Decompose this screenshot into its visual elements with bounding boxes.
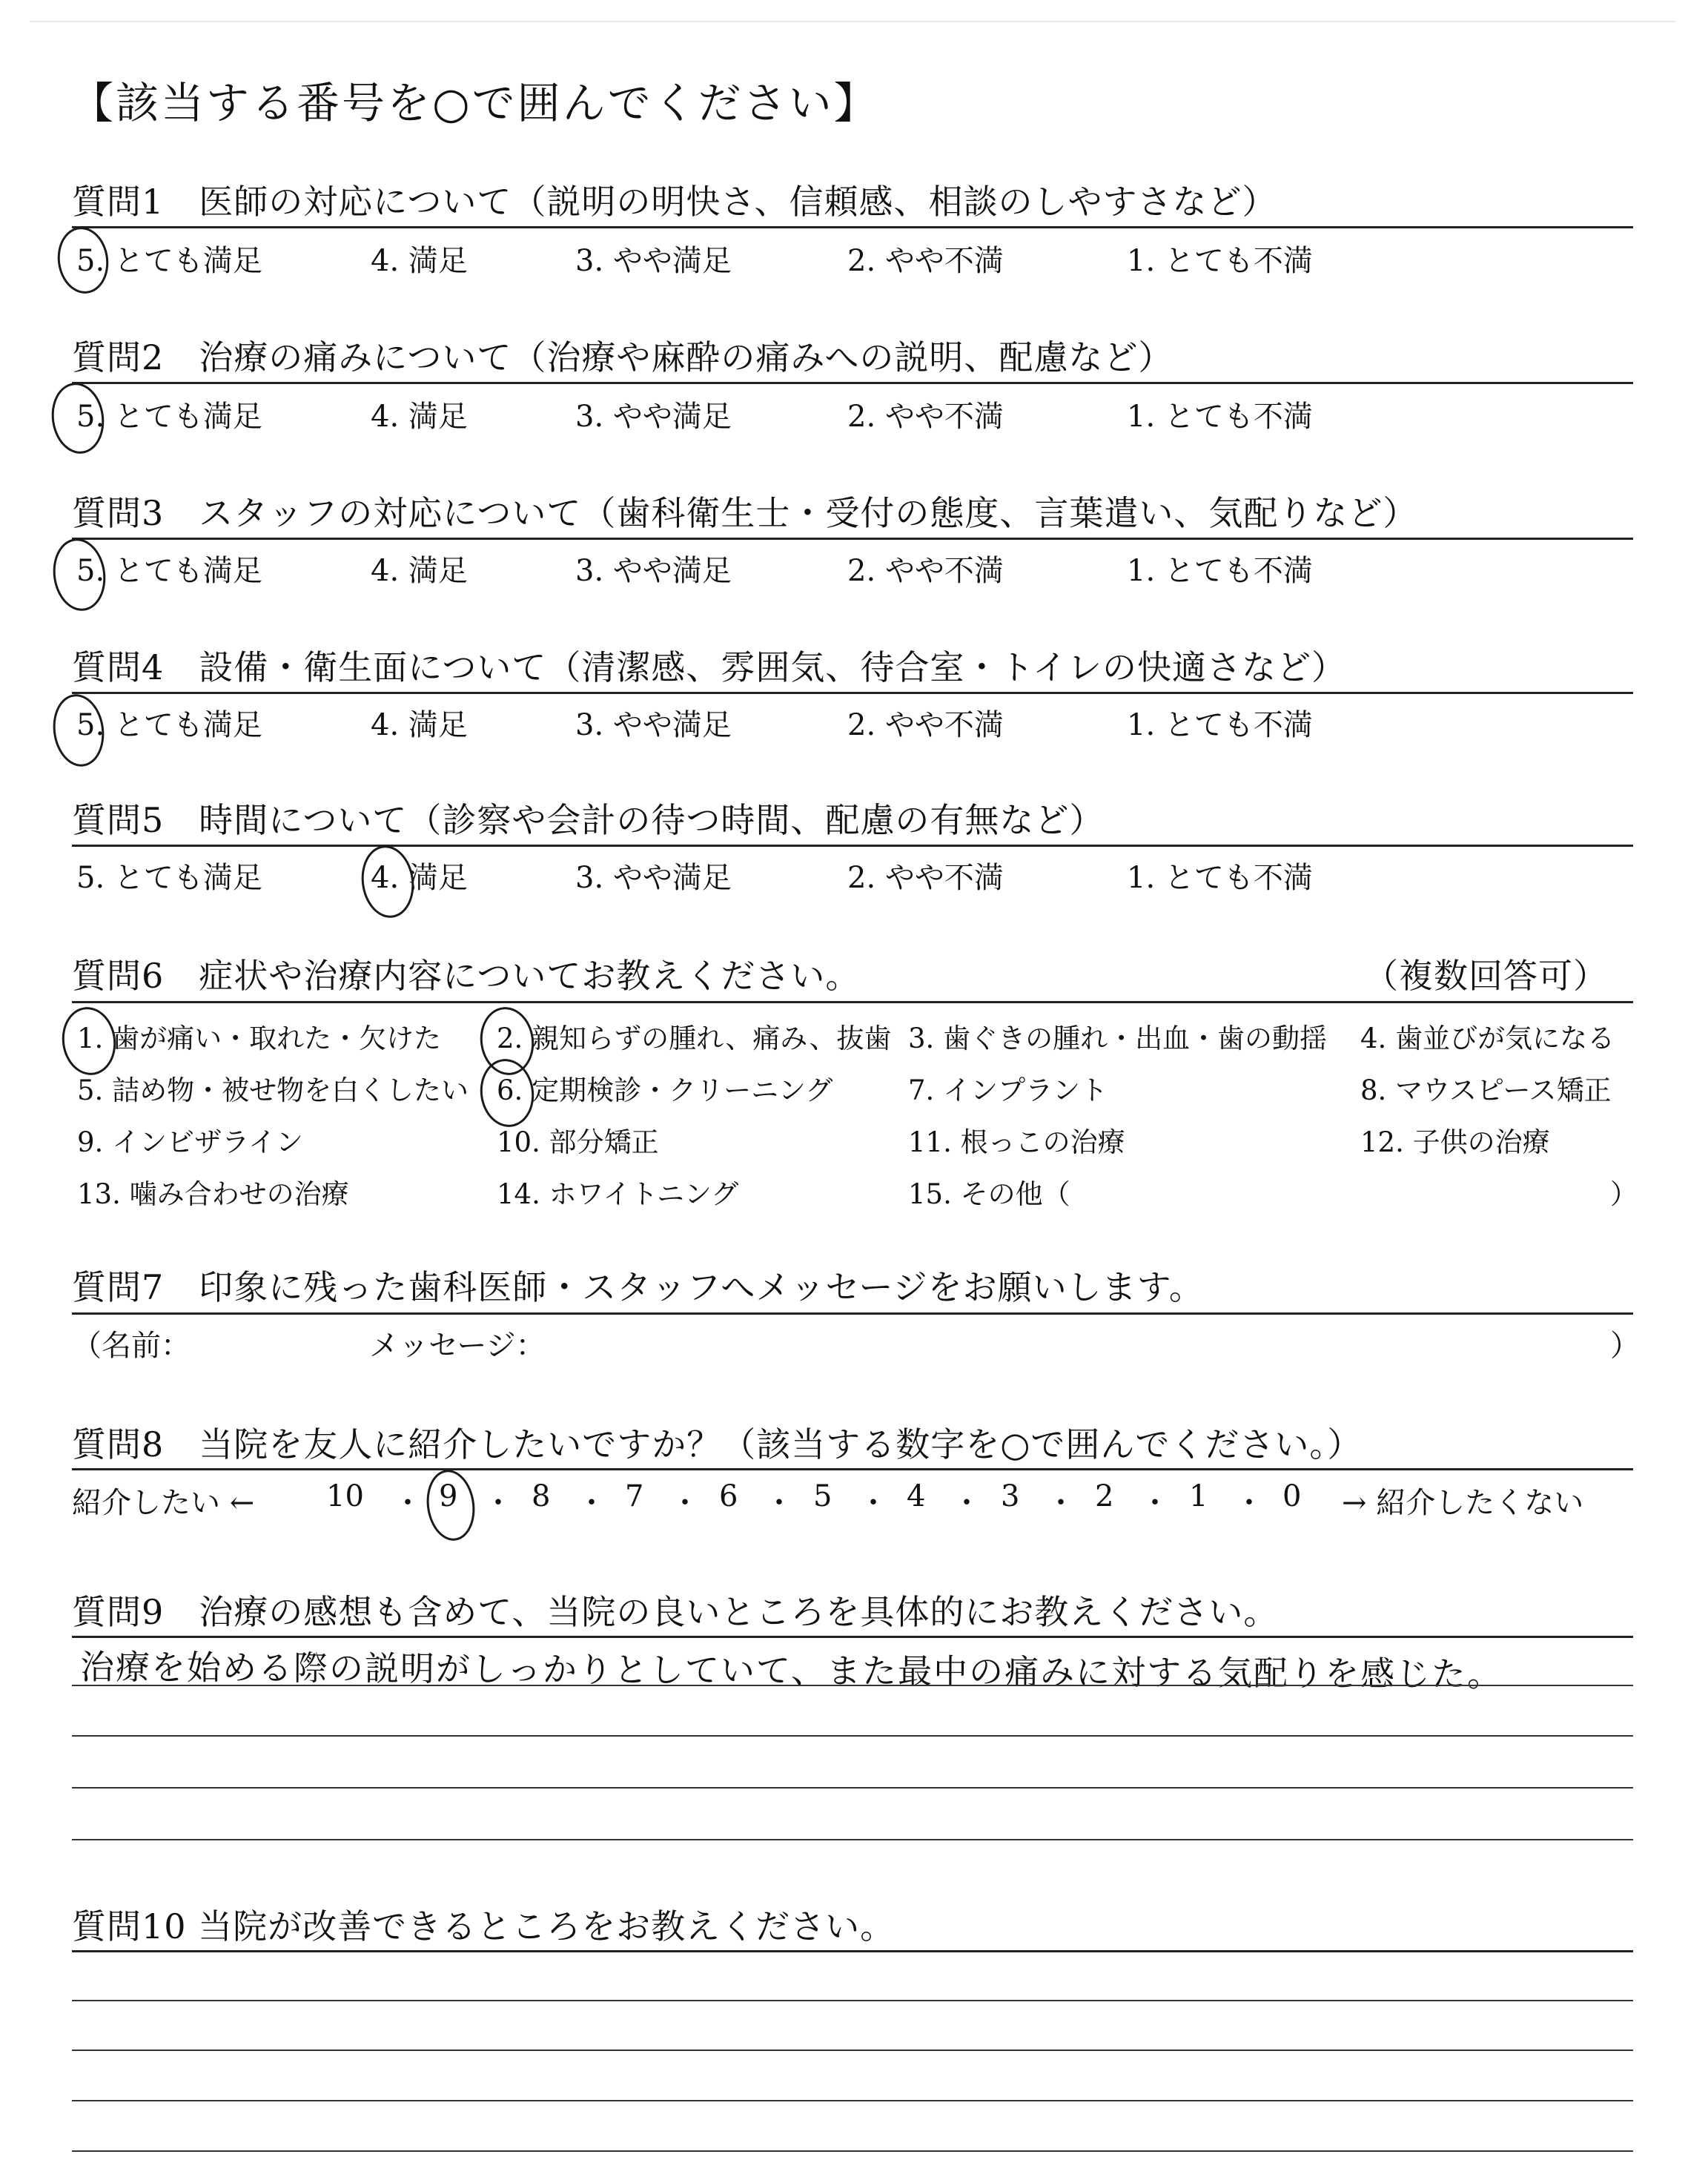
q9-answer-line-2	[72, 1735, 1633, 1737]
q8-separator: ・	[858, 1486, 888, 1520]
q5-option-1[interactable]: 1. とても不満	[1127, 861, 1313, 895]
question-4-rule	[72, 692, 1633, 694]
question-8-rule	[72, 1468, 1633, 1470]
q7-close-paren: ）	[1610, 1329, 1640, 1363]
q8-score-10[interactable]: 10	[326, 1479, 364, 1513]
q6-option-1[interactable]: 1. 歯が痛い・取れた・欠けた	[77, 1023, 442, 1054]
q4-option-1[interactable]: 1. とても不満	[1127, 708, 1313, 742]
q6-option-5[interactable]: 5. 詰め物・被せ物を白くしたい	[77, 1074, 469, 1106]
q4-option-3[interactable]: 3. やや満足	[575, 708, 732, 742]
q5-option-5[interactable]: 5. とても満足	[76, 861, 262, 895]
question-10-rule	[72, 1950, 1633, 1952]
question-1-rule	[72, 226, 1633, 228]
q7-message-label: メッセージ：	[369, 1329, 546, 1363]
q6-option-15-close: ）	[1610, 1178, 1638, 1210]
q8-right-label: → 紹介したくない	[1342, 1486, 1584, 1520]
question-9-rule	[72, 1636, 1633, 1638]
question-7-title: 質問7 印象に残った歯科医師・スタッフへメッセージをお願いします。	[72, 1267, 1204, 1307]
question-5-title: 質問5 時間について（診察や会計の待つ時間、配慮の有無など）	[72, 800, 1105, 840]
q8-score-0[interactable]: 0	[1282, 1479, 1302, 1513]
q8-separator: ・	[670, 1486, 700, 1520]
q8-score-9[interactable]: 9	[439, 1479, 458, 1513]
question-3-rule	[72, 538, 1633, 540]
q8-separator: ・	[764, 1486, 794, 1520]
q8-separator: ・	[577, 1486, 606, 1520]
q8-selection-circle	[423, 1467, 480, 1544]
q8-score-4[interactable]: 4	[907, 1479, 926, 1513]
q5-option-3[interactable]: 3. やや満足	[575, 861, 732, 895]
q2-option-4[interactable]: 4. 満足	[371, 400, 468, 434]
question-3-title: 質問3 スタッフの対応について（歯科衛生士・受付の態度、言葉遣い、気配りなど）	[72, 493, 1418, 533]
q6-option-15[interactable]: 15. その他（	[908, 1178, 1070, 1210]
q6-option-9[interactable]: 9. インビザライン	[77, 1126, 303, 1158]
q4-option-5[interactable]: 5. とても満足	[76, 708, 262, 742]
q2-option-2[interactable]: 2. やや不満	[847, 400, 1004, 434]
question-2-title: 質問2 治療の痛みについて（治療や麻酔の痛みへの説明、配慮など）	[72, 337, 1174, 377]
q4-option-4[interactable]: 4. 満足	[371, 708, 468, 742]
q3-option-4[interactable]: 4. 満足	[371, 554, 468, 588]
q4-option-2[interactable]: 2. やや不満	[847, 708, 1004, 742]
q10-answer-line-2	[72, 2050, 1633, 2051]
question-6-rule	[72, 1001, 1633, 1003]
page-title: 【該当する番号を○で囲んでください】	[70, 78, 879, 128]
q5-option-2[interactable]: 2. やや不満	[847, 861, 1004, 895]
q1-option-3[interactable]: 3. やや満足	[575, 244, 732, 278]
q6-option-7[interactable]: 7. インプラント	[908, 1074, 1108, 1106]
q9-answer-line-4	[72, 1839, 1633, 1840]
q6-option-13[interactable]: 13. 噛み合わせの治療	[77, 1178, 349, 1210]
q8-score-5[interactable]: 5	[813, 1479, 833, 1513]
question-6-note: （複数回答可）	[1364, 956, 1608, 996]
q8-score-2[interactable]: 2	[1095, 1479, 1114, 1513]
question-4-title: 質問4 設備・衛生面について（清潔感、雰囲気、待合室・トイレの快適さなど）	[72, 647, 1347, 687]
q8-separator: ・	[483, 1486, 513, 1520]
q2-option-1[interactable]: 1. とても不満	[1127, 400, 1313, 434]
q1-option-2[interactable]: 2. やや不満	[847, 244, 1004, 278]
q8-separator: ・	[1046, 1486, 1076, 1520]
q8-score-6[interactable]: 6	[719, 1479, 738, 1513]
q10-answer-line-1	[72, 2000, 1633, 2001]
question-9-title: 質問9 治療の感想も含めて、当院の良いところを具体的にお教えください。	[72, 1592, 1279, 1632]
q10-answer-line-3	[72, 2100, 1633, 2101]
q8-score-8[interactable]: 8	[532, 1479, 551, 1513]
page-top-edge	[30, 21, 1675, 22]
q6-option-8[interactable]: 8. マウスピース矯正	[1360, 1074, 1612, 1106]
q6-option-3[interactable]: 3. 歯ぐきの腫れ・出血・歯の動揺	[908, 1023, 1328, 1054]
q1-option-5[interactable]: 5. とても満足	[76, 244, 262, 278]
question-8-title: 質問8 当院を友人に紹介したいですか？（該当する数字を○で囲んでください。）	[72, 1424, 1363, 1464]
q7-name-label: （名前：	[72, 1329, 191, 1363]
q8-separator: ・	[393, 1486, 423, 1520]
q6-option-6[interactable]: 6. 定期検診・クリーニング	[497, 1074, 833, 1106]
q8-score-7[interactable]: 7	[625, 1479, 644, 1513]
q9-answer-line-1	[72, 1685, 1633, 1686]
q5-option-4[interactable]: 4. 満足	[371, 861, 468, 895]
question-10-title: 質問10 当院が改善できるところをお教えください。	[72, 1906, 896, 1946]
q2-option-3[interactable]: 3. やや満足	[575, 400, 732, 434]
q6-option-12[interactable]: 12. 子供の治療	[1360, 1126, 1550, 1158]
q2-option-5[interactable]: 5. とても満足	[76, 400, 262, 434]
q8-score-1[interactable]: 1	[1189, 1479, 1208, 1513]
q6-option-4[interactable]: 4. 歯並びが気になる	[1360, 1023, 1615, 1054]
q8-separator: ・	[1140, 1486, 1170, 1520]
q8-separator: ・	[952, 1486, 982, 1520]
q1-selection-circle	[53, 224, 113, 297]
question-7-rule	[72, 1312, 1633, 1315]
q6-option-14[interactable]: 14. ホワイトニング	[497, 1178, 739, 1210]
q1-option-1[interactable]: 1. とても不満	[1127, 244, 1313, 278]
q10-answer-line-4	[72, 2150, 1633, 2152]
question-6-title: 質問6 症状や治療内容についてお教えください。	[72, 956, 861, 996]
question-2-rule	[72, 382, 1633, 384]
q9-answer-line-3	[72, 1787, 1633, 1789]
question-1-title: 質問1 医師の対応について（説明の明快さ、信頼感、相談のしやすさなど）	[72, 182, 1277, 222]
q3-option-3[interactable]: 3. やや満足	[575, 554, 732, 588]
q3-option-2[interactable]: 2. やや不満	[847, 554, 1004, 588]
q6-option-11[interactable]: 11. 根っこの治療	[908, 1126, 1125, 1158]
q8-left-label: 紹介したい ←	[72, 1486, 255, 1520]
q6-option-2[interactable]: 2. 親知らずの腫れ、痛み、抜歯	[497, 1023, 892, 1054]
q8-separator: ・	[1234, 1486, 1264, 1520]
q3-option-1[interactable]: 1. とても不満	[1127, 554, 1313, 588]
q9-handwritten-answer[interactable]: 治療を始める際の説明がしっかりとしていて、また最中の痛みに対する気配りを感じた。	[79, 1647, 1503, 1695]
q1-option-4[interactable]: 4. 満足	[371, 244, 468, 278]
question-5-rule	[72, 845, 1633, 847]
q8-score-3[interactable]: 3	[1001, 1479, 1020, 1513]
q3-option-5[interactable]: 5. とても満足	[76, 554, 262, 588]
q6-option-10[interactable]: 10. 部分矯正	[497, 1126, 659, 1158]
q2-selection-circle	[47, 380, 109, 458]
